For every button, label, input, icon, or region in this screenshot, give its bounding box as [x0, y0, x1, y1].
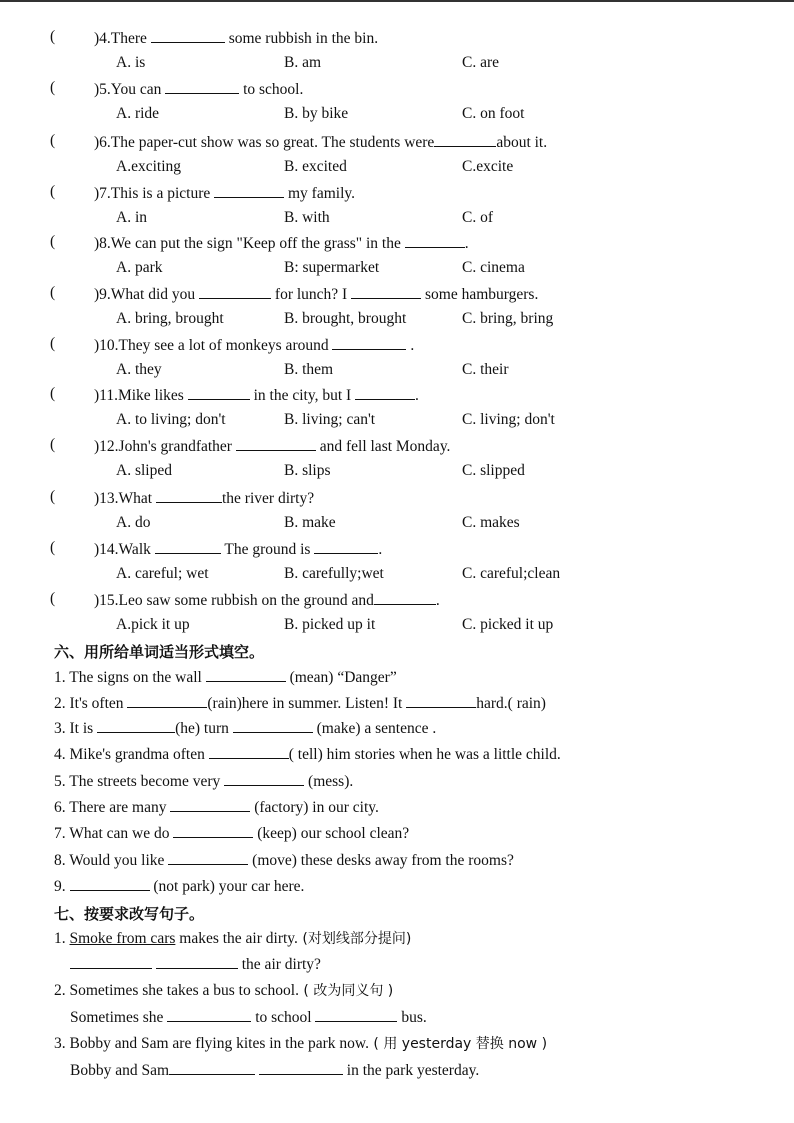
option-c[interactable]: C. are [462, 54, 500, 71]
options-row [0, 462, 794, 484]
question-row [0, 284, 794, 306]
answer-paren[interactable]: ( [50, 183, 56, 200]
question-row [0, 233, 794, 255]
fill-item [0, 876, 794, 898]
answer-blank[interactable] [70, 876, 150, 891]
question-number: )4. [94, 30, 111, 47]
options-row [0, 259, 794, 281]
question-text: John's grandfather [118, 438, 236, 455]
answer-blank[interactable] [167, 1007, 251, 1022]
fill-part: 6. There are many [54, 799, 171, 816]
answer-paren[interactable]: ( [50, 436, 56, 453]
instruction: ( 改为同义句 ) [298, 983, 394, 999]
answer-paren[interactable]: ( [50, 28, 56, 45]
fill-part: ( tell) him stories when he was a little child. [288, 746, 561, 763]
fill-text [54, 744, 561, 764]
answer-blank[interactable] [233, 718, 313, 733]
question-row [0, 539, 794, 561]
fill-part: hard.( rain) [476, 695, 546, 712]
answer-blank[interactable] [127, 693, 207, 708]
rewrite-answer [70, 1060, 479, 1080]
fill-text [54, 771, 353, 791]
option-a[interactable]: A. in [116, 209, 147, 226]
answer-blank[interactable] [214, 183, 284, 198]
fill-part: 7. What can we do [54, 825, 174, 842]
fill-part: (factory) in our city. [250, 799, 379, 816]
answer-blank[interactable] [332, 335, 406, 350]
fill-text [54, 693, 546, 713]
answer-paren[interactable]: ( [50, 539, 56, 556]
question-stem [94, 132, 547, 152]
answer-text: the air dirty? [237, 956, 321, 973]
question-text: What did you [110, 286, 200, 303]
rewrite-item [0, 928, 794, 950]
option-b[interactable]: B. picked up it [284, 616, 376, 633]
question-text: You can [110, 81, 166, 98]
question-row [0, 436, 794, 458]
option-a[interactable]: A. bring, brought [116, 310, 224, 327]
option-b[interactable]: B. brought, brought [284, 310, 407, 327]
option-b[interactable]: B. living; can't [284, 411, 376, 428]
instruction: (对划线部分提问) [297, 931, 412, 947]
question-number: )8. [94, 235, 111, 252]
top-border [0, 0, 794, 2]
option-c[interactable]: C. bring, bring [462, 310, 554, 327]
answer-blank[interactable] [188, 385, 250, 400]
option-c[interactable]: C. their [462, 361, 509, 378]
question-stem [94, 79, 303, 99]
answer-blank[interactable] [199, 284, 271, 299]
answer-blank[interactable] [169, 1060, 255, 1075]
answer-paren[interactable]: ( [50, 79, 56, 96]
question-number: )13. [94, 490, 119, 507]
answer-blank[interactable] [70, 954, 152, 969]
question-stem [94, 539, 382, 559]
question-text: some hamburgers. [421, 286, 539, 303]
question-number: )6. [94, 134, 111, 151]
question-text: . [415, 387, 419, 404]
fill-part: (mean) “Danger” [285, 669, 397, 686]
question-number: )12. [94, 438, 119, 455]
answer-blank[interactable] [224, 771, 304, 786]
rewrite-answer-row [0, 1007, 794, 1029]
question-stem [94, 335, 414, 355]
question-text: my family. [284, 185, 355, 202]
option-a[interactable]: A. to living; don't [116, 411, 226, 428]
fill-text [54, 850, 514, 870]
answer-paren[interactable]: ( [50, 590, 56, 607]
question-stem [94, 233, 469, 253]
option-b[interactable]: B. slips [284, 462, 331, 479]
fill-part: (make) a sentence . [312, 720, 437, 737]
answer-blank[interactable] [156, 488, 222, 503]
section-title: 六、用所给单词适当形式填空。 [54, 643, 265, 661]
question-text: the river dirty? [222, 490, 315, 507]
question-row [0, 385, 794, 407]
option-a[interactable]: A. park [116, 259, 163, 276]
options-row [0, 411, 794, 433]
question-number: )5. [94, 81, 111, 98]
option-a[interactable]: A.exciting [116, 158, 181, 175]
question-text: 3. Bobby and Sam are flying kites in the park now. [54, 1035, 369, 1052]
answer-blank[interactable] [314, 539, 378, 554]
options-row [0, 54, 794, 76]
fill-item [0, 797, 794, 819]
question-text: Leo saw some rubbish on the ground and [118, 592, 374, 609]
options-row [0, 158, 794, 180]
option-c[interactable]: C. makes [462, 514, 520, 531]
answer-blank[interactable] [315, 1007, 397, 1022]
option-a[interactable]: A. careful; wet [116, 565, 209, 582]
question-text: to school. [239, 81, 304, 98]
fill-part: (not park) your car here. [149, 878, 305, 895]
option-a[interactable]: A. they [116, 361, 162, 378]
question-row [0, 132, 794, 154]
answer-blank[interactable] [209, 744, 289, 759]
options-row [0, 361, 794, 383]
question-text: . [464, 235, 469, 252]
option-b[interactable]: B. make [284, 514, 336, 531]
fill-item [0, 744, 794, 766]
option-b[interactable]: B. excited [284, 158, 347, 175]
question-row [0, 488, 794, 510]
question-number: )11. [94, 387, 118, 404]
answer-blank[interactable] [259, 1060, 343, 1075]
question-number: )9. [94, 286, 111, 303]
fill-text [54, 718, 436, 738]
answer-paren[interactable]: ( [50, 335, 56, 352]
question-row [0, 28, 794, 50]
fill-text [54, 797, 379, 817]
question-number: )14. [94, 541, 119, 558]
option-c[interactable]: C. on foot [462, 105, 525, 122]
rewrite-answer [70, 1007, 427, 1027]
question-text: The paper-cut show was so great. The students were [110, 134, 435, 151]
question-text: Mike likes [117, 387, 188, 404]
answer-blank[interactable] [173, 823, 253, 838]
question-stem [94, 590, 440, 610]
answer-blank[interactable] [236, 436, 316, 451]
option-b[interactable]: B. with [284, 209, 330, 226]
rewrite-answer [70, 954, 321, 974]
question-number: )15. [94, 592, 119, 609]
option-c[interactable]: C. picked it up [462, 616, 554, 633]
options-row [0, 514, 794, 536]
answer-blank[interactable] [165, 79, 239, 94]
fill-part: 5. The streets become very [54, 773, 225, 790]
question-row [0, 335, 794, 357]
question-text: Walk [118, 541, 155, 558]
answer-blank[interactable] [168, 850, 248, 865]
answer-paren[interactable]: ( [50, 233, 56, 250]
option-c[interactable]: C. slipped [462, 462, 525, 479]
fill-part: (mess). [304, 773, 354, 790]
question-text: They see a lot of monkeys around [118, 337, 333, 354]
question-number: 1. [54, 930, 70, 947]
answer-blank[interactable] [406, 693, 476, 708]
answer-blank[interactable] [434, 132, 496, 147]
fill-part: 4. Mike's grandma often [54, 746, 209, 763]
fill-item [0, 823, 794, 845]
option-b[interactable]: B. them [284, 361, 334, 378]
question-row [0, 590, 794, 612]
options-row [0, 565, 794, 587]
question-row [0, 79, 794, 101]
option-a[interactable]: A. ride [116, 105, 160, 122]
question-text: 2. Sometimes she takes a bus to school. [54, 982, 299, 999]
question-number: )10. [94, 337, 119, 354]
question-stem [94, 436, 450, 456]
fill-part: 1. The signs on the wall [54, 669, 206, 686]
question-text: and fell last Monday. [315, 438, 451, 455]
question-text: some rubbish in the bin. [224, 30, 379, 47]
answer-text: in the park yesterday. [342, 1062, 480, 1079]
rewrite-question [54, 1033, 547, 1053]
question-stem [94, 28, 378, 48]
question-text: There [110, 30, 151, 47]
answer-text: bus. [397, 1009, 427, 1026]
option-b[interactable]: B. carefully;wet [284, 565, 384, 582]
options-row [0, 105, 794, 127]
question-stem [94, 183, 355, 203]
question-text: . [435, 592, 440, 609]
question-stem [94, 385, 419, 405]
question-text: makes the air dirty. [175, 930, 298, 947]
question-text: We can put the sign "Keep off the grass" in the [110, 235, 405, 252]
answer-blank[interactable] [97, 718, 175, 733]
rewrite-item [0, 1033, 794, 1055]
question-text: in the city, but I [249, 387, 356, 404]
fill-part: 2. It's often [54, 695, 128, 712]
fill-item [0, 771, 794, 793]
question-text: about it. [496, 134, 548, 151]
answer-paren[interactable]: ( [50, 132, 56, 149]
answer-text: Bobby and Sam [70, 1062, 170, 1079]
option-a[interactable]: A. do [116, 514, 151, 531]
section-title: 七、按要求改写句子。 [54, 905, 205, 923]
option-c[interactable]: C. careful;clean [462, 565, 561, 582]
question-text: . [378, 541, 383, 558]
option-c[interactable]: C. cinema [462, 259, 525, 276]
rewrite-answer-row [0, 1060, 794, 1082]
option-c[interactable]: C. living; don't [462, 411, 555, 428]
question-text: The ground is [220, 541, 315, 558]
option-a[interactable]: A.pick it up [116, 616, 190, 633]
question-text: . [406, 337, 415, 354]
options-row [0, 209, 794, 231]
fill-item [0, 667, 794, 689]
answer-blank[interactable] [156, 954, 238, 969]
option-a[interactable]: A. is [116, 54, 146, 71]
option-c[interactable]: C.excite [462, 158, 514, 175]
question-stem [94, 284, 538, 304]
fill-part: (he) turn [175, 720, 233, 737]
answer-text: Sometimes she [70, 1009, 168, 1026]
answer-blank[interactable] [405, 233, 465, 248]
fill-part: (keep) our school clean? [253, 825, 410, 842]
fill-part: 3. It is [54, 720, 98, 737]
rewrite-question [54, 928, 411, 948]
instruction: ( 用 yesterday 替换 now ) [368, 1036, 548, 1052]
options-row [0, 310, 794, 332]
fill-text [54, 823, 409, 843]
answer-paren[interactable]: ( [50, 284, 56, 301]
answer-blank[interactable] [374, 590, 436, 605]
fill-item [0, 850, 794, 872]
fill-item [0, 693, 794, 715]
question-text: What [118, 490, 156, 507]
answer-paren[interactable]: ( [50, 488, 56, 505]
answer-blank[interactable] [351, 284, 421, 299]
fill-text [54, 876, 304, 896]
option-a[interactable]: A. sliped [116, 462, 172, 479]
question-row [0, 183, 794, 205]
fill-part: 8. Would you like [54, 852, 169, 869]
question-number: )7. [94, 185, 111, 202]
answer-blank[interactable] [355, 385, 415, 400]
option-b[interactable]: B. am [284, 54, 322, 71]
rewrite-item [0, 980, 794, 1002]
fill-part: 9. [54, 878, 70, 895]
fill-text [54, 667, 397, 687]
question-text: This is a picture [110, 185, 215, 202]
rewrite-question [54, 980, 393, 1000]
underlined-part: Smoke from cars [69, 930, 176, 947]
answer-blank[interactable] [206, 667, 286, 682]
options-row [0, 616, 794, 638]
answer-blank[interactable] [151, 28, 225, 43]
question-text: for lunch? I [271, 286, 352, 303]
answer-paren[interactable]: ( [50, 385, 56, 402]
answer-blank[interactable] [155, 539, 221, 554]
fill-part: (rain)here in summer. Listen! It [207, 695, 407, 712]
fill-item [0, 718, 794, 740]
option-b[interactable]: B: supermarket [284, 259, 380, 276]
rewrite-answer-row [0, 954, 794, 976]
option-b[interactable]: B. by bike [284, 105, 349, 122]
fill-part: (move) these desks away from the rooms? [248, 852, 514, 869]
answer-blank[interactable] [170, 797, 250, 812]
option-c[interactable]: C. of [462, 209, 493, 226]
answer-text: to school [251, 1009, 316, 1026]
question-stem [94, 488, 314, 508]
